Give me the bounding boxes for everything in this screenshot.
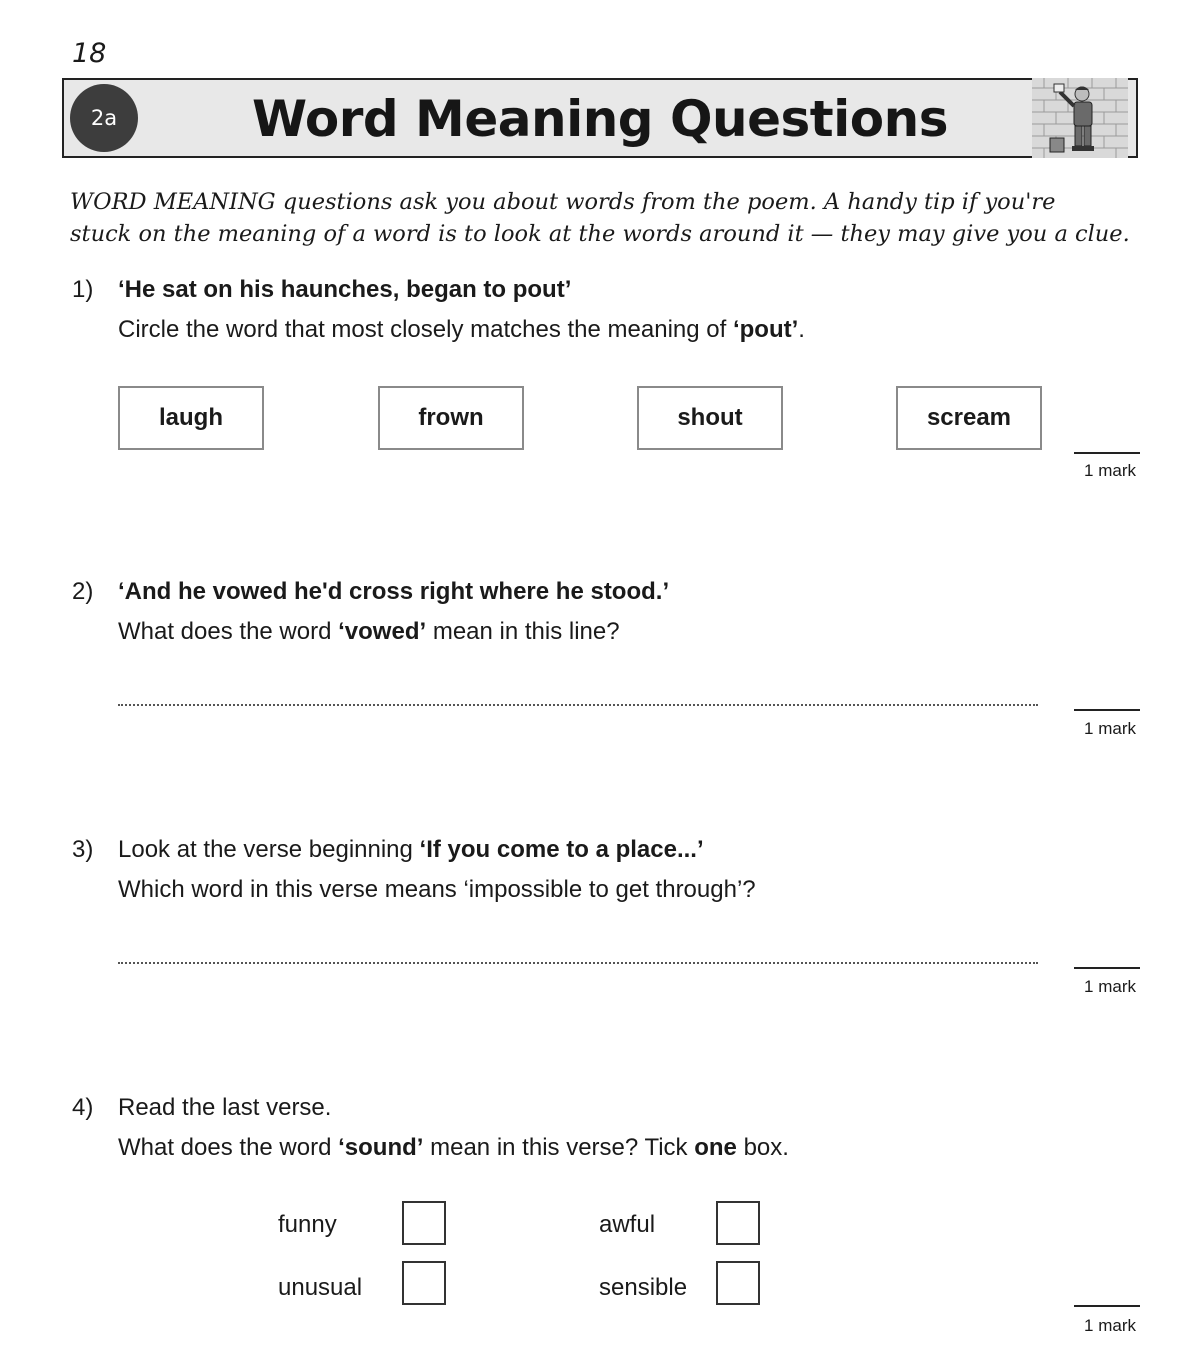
question-4-line-1: Read the last verse. <box>118 1094 332 1121</box>
choice-scream[interactable]: scream <box>896 386 1042 450</box>
option-sensible-label: sensible <box>599 1274 688 1301</box>
question-3-number: 3) <box>72 836 94 863</box>
question-1-mark: 1 mark <box>1084 461 1136 480</box>
intro-line-1: WORD MEANING questions ask you about words from the poem. A handy tip if you're <box>70 189 1056 215</box>
page-number: 18 <box>72 38 107 69</box>
page-title: Word Meaning Questions <box>251 90 949 148</box>
mark-line <box>1074 709 1140 711</box>
section-badge: 2a <box>70 84 138 152</box>
mark-line <box>1074 967 1140 969</box>
question-3-answer-line[interactable] <box>118 962 1038 964</box>
question-2-number: 2) <box>72 578 94 605</box>
question-2-answer-line[interactable] <box>118 704 1038 706</box>
question-1-prompt: Circle the word that most closely matches the meaning of ‘pout’. <box>118 316 805 343</box>
intro-text <box>70 186 1130 250</box>
choice-frown[interactable]: frown <box>378 386 524 450</box>
option-awful-checkbox[interactable] <box>716 1201 760 1245</box>
option-funny-checkbox[interactable] <box>402 1201 446 1245</box>
mark-line <box>1074 1305 1140 1307</box>
question-3-line-1: Look at the verse beginning ‘If you come to a place...’ <box>118 836 704 863</box>
option-unusual-checkbox[interactable] <box>402 1261 446 1305</box>
option-funny-label: funny <box>278 1211 337 1238</box>
question-1-quote: ‘He sat on his haunches, began to pout’ <box>118 276 572 303</box>
question-2-mark: 1 mark <box>1084 719 1136 738</box>
intro-line-2: stuck on the meaning of a word is to look at the words around it — they may give you a clue. <box>70 221 1130 247</box>
section-header <box>62 78 1138 158</box>
option-unusual-label: unusual <box>278 1274 363 1301</box>
question-3-line-2: Which word in this verse means ‘impossible to get through’? <box>118 876 756 903</box>
question-4-mark: 1 mark <box>1084 1316 1136 1335</box>
option-awful-label: awful <box>599 1211 656 1238</box>
question-4-number: 4) <box>72 1094 94 1121</box>
choice-laugh[interactable]: laugh <box>118 386 264 450</box>
choice-shout[interactable]: shout <box>637 386 783 450</box>
mark-line <box>1074 452 1140 454</box>
painter-mascot-icon <box>1032 78 1128 158</box>
question-2-prompt: What does the word ‘vowed’ mean in this line? <box>118 618 620 645</box>
option-sensible-checkbox[interactable] <box>716 1261 760 1305</box>
question-3-mark: 1 mark <box>1084 977 1136 996</box>
question-1-number: 1) <box>72 276 94 303</box>
question-4-line-2: What does the word ‘sound’ mean in this verse? Tick one box. <box>118 1134 789 1161</box>
question-2-quote: ‘And he vowed he'd cross right where he stood.’ <box>118 578 670 605</box>
